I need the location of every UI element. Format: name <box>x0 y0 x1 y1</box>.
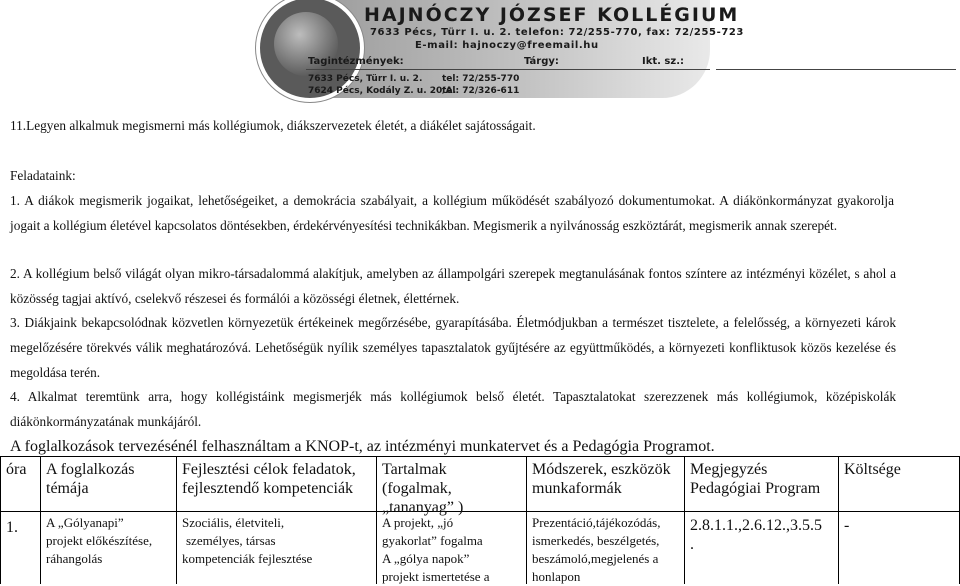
institution-email: E-mail: hajnoczy@freemail.hu <box>415 40 599 51</box>
task-item-4: 4. Alkalmat teremtünk arra, hogy kollégistáink megismerjék más kollégiumok belső életét. Tapasztalatokat szerezzenek más kollégiumok, középiskolák diákönkormányzatának munkájáról. <box>10 389 896 429</box>
col-header-hour: óra <box>6 461 27 478</box>
subject-label: Tárgy: <box>524 56 559 67</box>
reference-number-label: Ikt. sz.: <box>642 56 685 67</box>
table-header-border <box>0 511 960 512</box>
unit1-phone: tel: 72/255-770 <box>442 74 520 84</box>
col-header-topic: A foglalkozás témája <box>46 461 135 497</box>
row1-methods: Prezentáció,tájékozódás, ismerkedés, beszélgetés, beszámoló,megjelenés a honlapon <box>532 515 661 584</box>
tasks-label: Feladataink: <box>10 168 76 183</box>
col-header-notes: Megjegyzés Pedagógiai Program <box>690 461 821 497</box>
row1-cost: - <box>844 517 850 534</box>
letterhead-divider-right <box>716 69 956 70</box>
planning-heading: A foglalkozások tervezésénél felhasználtam a KNOP-t, az intézményi munkatervet és a Pedagógia Programot. <box>10 438 715 455</box>
col-header-cost: Költsége <box>844 461 901 478</box>
task-item-3: 3. Diákjaink bekapcsolódnak közvetlen környezetük értékeinek megőrzésébe, gyarapításába. Életmódjukban a természet tisztelete, a felelősség, a környezeti károk megelőzésére törekvés válik meghatározóvá. Lehetőségük nyílik személyes tapasztalatok gyűjtésére az együttműködés, a környezeti konfliktusok közös kezelése és megoldása terén. <box>10 315 896 380</box>
col-header-contents: Tartalmak (fogalmak, „tananyag” ) <box>382 461 464 516</box>
row1-notes: 2.8.1.1.,2.6.12.,3.5.5 . <box>690 517 822 553</box>
row1-topic: A „Gólyanapi” projekt előkészítése, ráhangolás <box>46 515 153 566</box>
row1-contents: A projekt, „jó gyakorlat” fogalma A „gólya napok” projekt ismertetése a <box>382 515 490 584</box>
institution-name: HAJNÓCZY JÓZSEF KOLLÉGIUM <box>364 4 740 26</box>
institution-address: 7633 Pécs, Türr I. u. 2. telefon: 72/255-770, fax: 72/255-723 <box>370 27 744 38</box>
letterhead-divider <box>306 69 710 70</box>
task-item-1: 1. A diákok megismerik jogaikat, lehetőségeiket, a demokrácia szabályait, a kollégium működését szabályozó dokumentumokat. A diákönkormányzat gyakorolja jogait a kollégium életével kapcsolatos döntésekben, érdekérvényesítési technikákban. Megismerik a nyilvánosság eszköztárát, megismerik annak szerepét. <box>10 193 894 233</box>
row1-goals: Szociális, életviteli, személyes, társas kompetenciák fejlesztése <box>182 515 313 566</box>
goal-11: 11.Legyen alkalmuk megismerni más kollégiumok, diákszervezetek életét, a diákélet sajátosságait. <box>10 118 536 133</box>
col-header-methods: Módszerek, eszközök munkaformák <box>532 461 671 497</box>
col-header-goals: Fejlesztési célok feladatok, fejlesztendő kompetenciák <box>182 461 356 497</box>
table-top-border <box>0 456 960 457</box>
task-item-2: 2. A kollégium belső világát olyan mikro-társadalommá alakítjuk, amelyben az állampolgári szerepek megtanulásának fontos színtere az intézményi közélet, s ahol a közösség tagjai aktívó, cselekvő részesei és formálói a közösségi életnek, élettérnek. <box>10 266 896 306</box>
unit1-address: 7633 Pécs, Türr I. u. 2. <box>308 74 423 84</box>
unit2-address: 7624 Pécs, Kodály Z. u. 20/A. <box>308 86 457 96</box>
unit2-phone: tel: 72/326-611 <box>442 86 520 96</box>
row1-hour: 1. <box>6 519 18 536</box>
member-institutions-label: Tagintézmények: <box>308 56 404 67</box>
